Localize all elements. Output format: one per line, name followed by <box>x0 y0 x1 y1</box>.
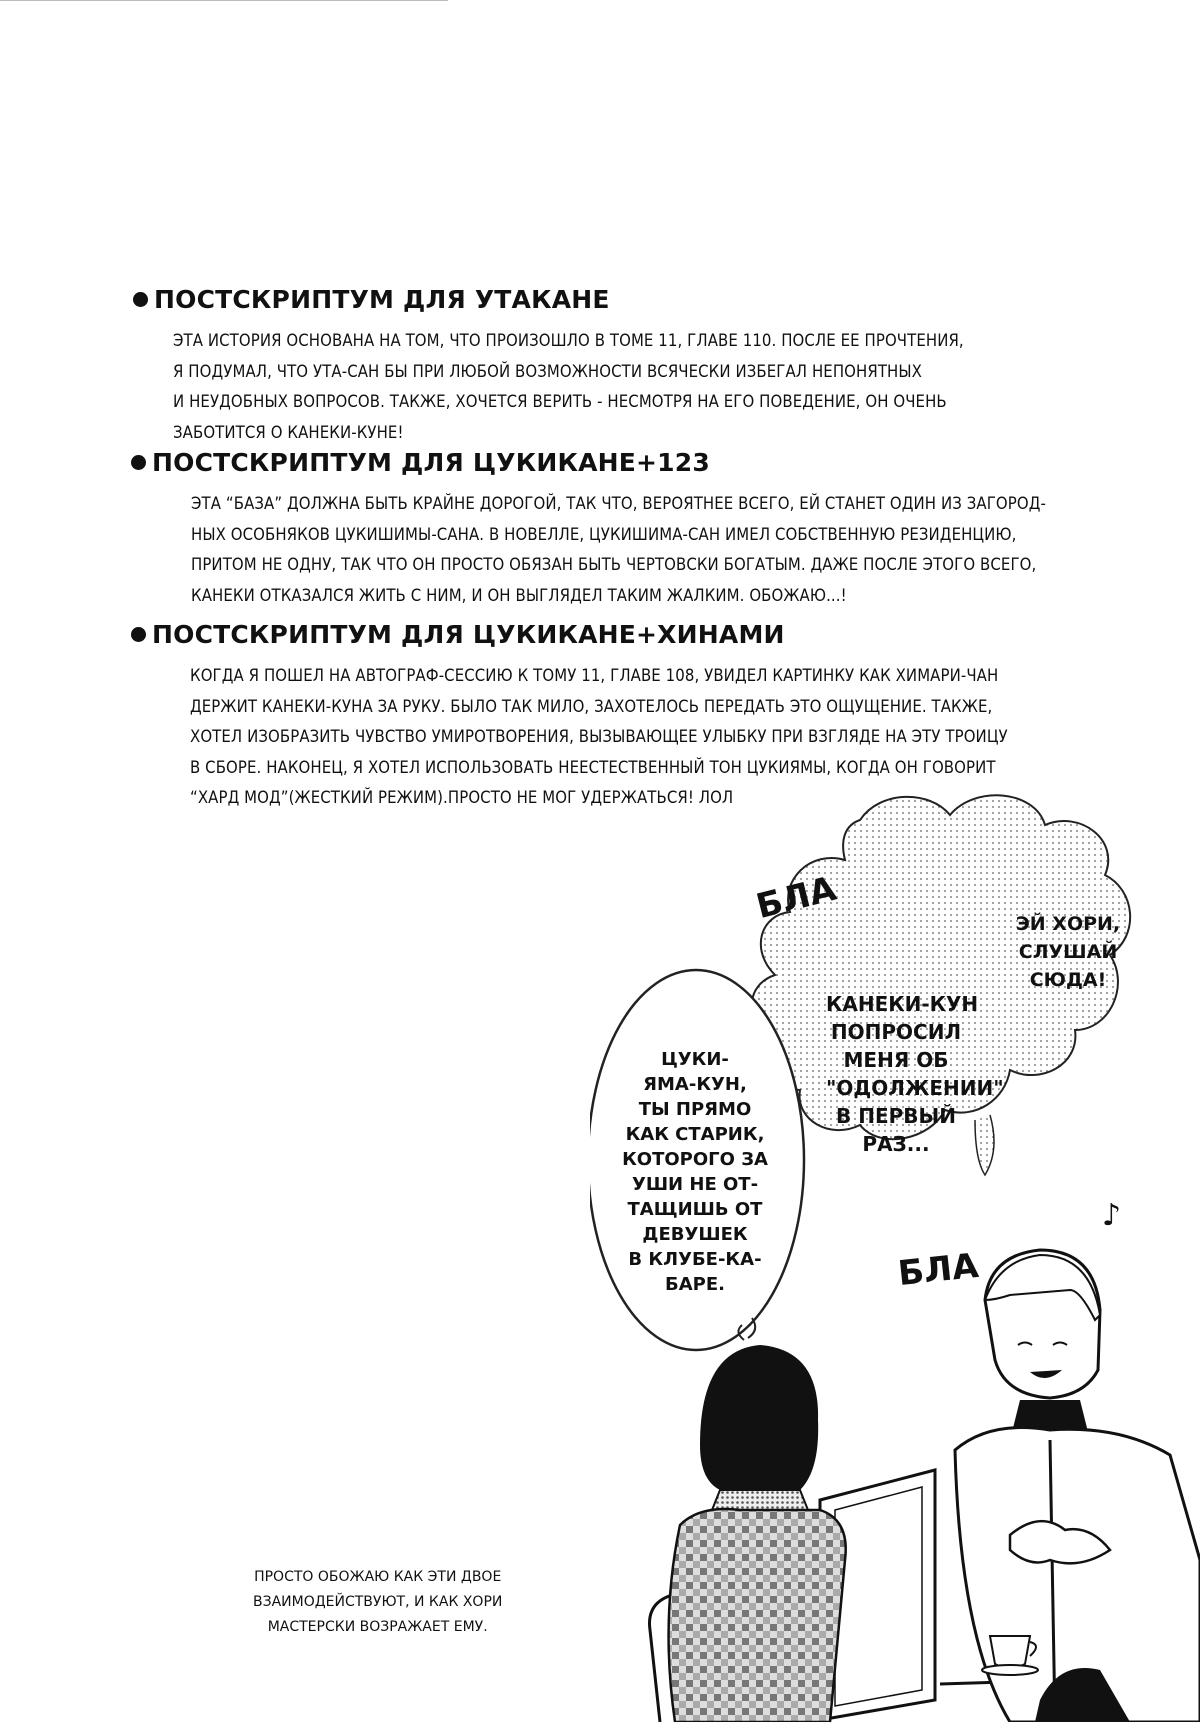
bubble-line: ПОПРОСИЛ <box>830 1020 962 1044</box>
bubble-line: ЯМА-КУН, <box>643 1074 747 1095</box>
section-body <box>173 326 964 448</box>
body-line: ЭТА “БАЗА” ДОЛЖНА БЫТЬ КРАЙНЕ ДОРОГОЙ, ТАК ЧТО, ВЕРОЯТНЕЕ ВСЕГО, ЕЙ СТАНЕТ ОДИН ИЗ ЗАГОРОД- <box>191 494 1046 513</box>
side-note-line: ВЗАИМОДЕЙСТВУЮТ, И КАК ХОРИ <box>253 1594 503 1610</box>
body-line: ПРИТОМ НЕ ОДНУ, ТАК ЧТО ОН ПРОСТО ОБЯЗАН БЫТЬ ЧЕРТОВСКИ БОГАТЫМ. ДАЖЕ ПОСЛЕ ЭТОГО ВСЕГО, <box>191 555 1037 574</box>
bubble-line: КОТОРОГО ЗА <box>622 1149 768 1170</box>
bubble-line: КАНЕКИ-КУН <box>826 992 979 1016</box>
bubble-line: СЮДА! <box>1029 969 1107 991</box>
bubble-line: В ПЕРВЫЙ <box>836 1104 956 1128</box>
bubble-line: РАЗ... <box>862 1132 930 1156</box>
body-line: КАНЕКИ ОТКАЗАЛСЯ ЖИТЬ С НИМ, И ОН ВЫГЛЯДЕЛ ТАКИМ ЖАЛКИМ. ОБОЖАЮ...! <box>191 585 847 605</box>
postscript-tsukikane-123 <box>131 448 1046 611</box>
sfx-bla-top: БЛА <box>752 868 841 928</box>
bubble-line: ТАЩИШЬ ОТ <box>627 1199 763 1220</box>
bubble-line: ЦУКИ- <box>661 1049 729 1070</box>
bubble-line: ТЫ ПРЯМО <box>638 1099 752 1120</box>
body-line: И НЕУДОБНЫХ ВОПРОСОВ. ТАКЖЕ, ХОЧЕТСЯ ВЕРИТЬ - НЕСМОТРЯ НА ЕГО ПОВЕДЕНИЕ, ОН ОЧЕНЬ <box>173 392 947 411</box>
bubble-line: МЕНЯ ОБ <box>843 1048 949 1072</box>
music-note-icon: ♪ <box>1102 1198 1122 1233</box>
body-line: ЗАБОТИТСЯ О КАНЕКИ-КУНЕ! <box>173 422 404 442</box>
side-note-line: ПРОСТО ОБОЖАЮ КАК ЭТИ ДВОЕ <box>254 1569 502 1585</box>
body-line: НЫХ ОСОБНЯКОВ ЦУКИШИМЫ-САНА. В НОВЕЛЛЕ, ЦУКИШИМА-САН ИМЕЛ СОБСТВЕННУЮ РЕЗИДЕНЦИЮ, <box>191 524 1017 544</box>
bubble-line: ДЕВУШЕК <box>642 1224 748 1245</box>
section-heading <box>133 285 964 314</box>
sfx-bla-bottom: БЛА <box>896 1245 981 1295</box>
thought-cloud-text-center <box>826 990 1004 1158</box>
postscript-utakane <box>133 285 964 448</box>
bubble-line: В КЛУБЕ-КА- <box>628 1249 762 1270</box>
body-line: Я ПОДУМАЛ, ЧТО УТА-САН БЫ ПРИ ЛЮБОЙ ВОЗМОЖНОСТИ ВСЯЧЕСКИ ИЗБЕГАЛ НЕПОНЯТНЫХ <box>173 361 922 381</box>
side-note-line: МАСТЕРСКИ ВОЗРАЖАЕТ ЕМУ. <box>267 1619 488 1635</box>
section-heading-text: ПОСТСКРИПТУМ ДЛЯ ЦУКИКАНЕ+123 <box>152 448 710 477</box>
section-body <box>191 489 1046 611</box>
body-line: ДЕРЖИТ КАНЕКИ-КУНА ЗА РУКУ. БЫЛО ТАК МИЛО, ЗАХОТЕЛОСЬ ПЕРЕДАТЬ ЭТО ОЩУЩЕНИЕ. ТАКЖЕ, <box>190 696 993 716</box>
bubble-line: ЭЙ ХОРИ, <box>1015 913 1121 935</box>
bubble-line: КАК СТАРИК, <box>625 1124 765 1145</box>
bubble-line: УШИ НЕ ОТ- <box>631 1174 759 1195</box>
character-kaneki <box>669 1345 846 1722</box>
section-heading-text: ПОСТСКРИПТУМ ДЛЯ УТАКАНЕ <box>154 285 610 314</box>
bubble-line: "ОДОЛЖЕНИИ" <box>826 1076 1004 1100</box>
body-line: В СБОРЕ. НАКОНЕЦ, Я ХОТЕЛ ИСПОЛЬЗОВАТЬ НЕЕСТЕСТВЕННЫЙ ТОН ЦУКИЯМЫ, КОГДА ОН ГОВОРИТ <box>190 757 996 777</box>
section-heading <box>131 448 1046 477</box>
bubble-line: БАРЕ. <box>665 1274 725 1295</box>
bullet-icon <box>131 627 146 642</box>
body-line: ЭТА ИСТОРИЯ ОСНОВАНА НА ТОМ, ЧТО ПРОИЗОШЛО В ТОМЕ 11, ГЛАВЕ 110. ПОСЛЕ ЕЕ ПРОЧТЕНИЯ, <box>173 331 964 350</box>
bubble-line: СЛУШАЙ <box>1018 941 1118 963</box>
bullet-icon <box>131 455 146 470</box>
body-line: “ХАРД МОД”(ЖЕСТКИЙ РЕЖИМ).ПРОСТО НЕ МОГ УДЕРЖАТЬСЯ! ЛОЛ <box>190 788 734 807</box>
top-divider-line <box>0 0 448 1</box>
thought-cloud-text-right <box>1008 910 1128 994</box>
section-heading-text: ПОСТСКРИПТУМ ДЛЯ ЦУКИКАНЕ+ХИНАМИ <box>152 620 785 649</box>
side-note <box>253 1565 502 1640</box>
speech-bubble-text-left <box>610 1047 780 1297</box>
body-line: КОГДА Я ПОШЕЛ НА АВТОГРАФ-СЕССИЮ К ТОМУ 11, ГЛАВЕ 108, УВИДЕЛ КАРТИНКУ КАК ХИМАРИ-ЧАН <box>190 666 999 685</box>
bullet-icon <box>133 292 148 307</box>
body-line: ХОТЕЛ ИЗОБРАЗИТЬ ЧУВСТВО УМИРОТВОРЕНИЯ, ВЫЗЫВАЮЩЕЕ УЛЫБКУ ПРИ ВЗГЛЯДЕ НА ЭТУ ТРОИЦУ <box>190 727 1008 746</box>
section-heading <box>131 620 1008 649</box>
